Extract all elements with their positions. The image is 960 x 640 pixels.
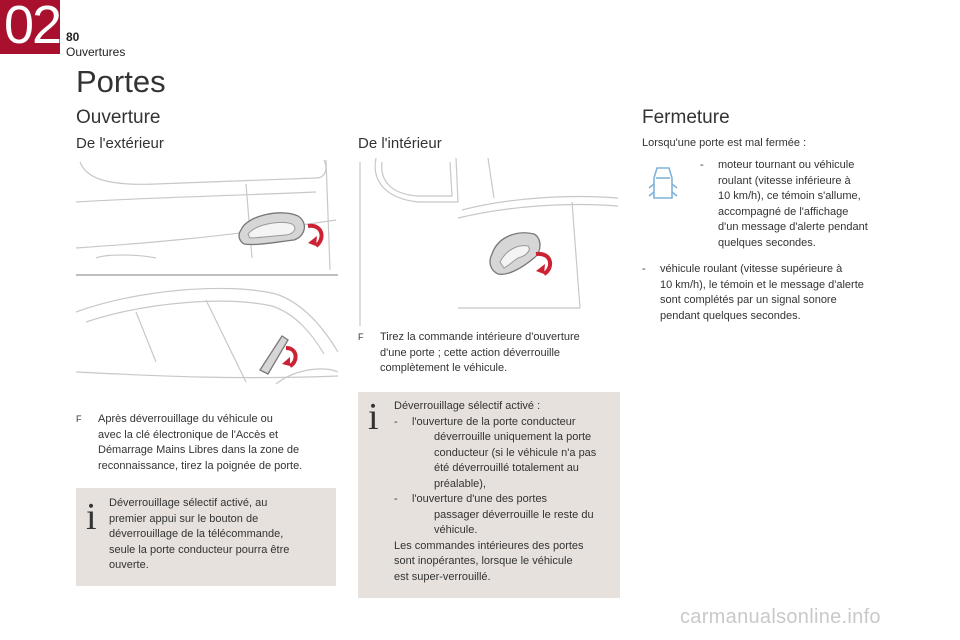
interieur-heading: De l'intérieur: [358, 135, 442, 152]
info-outro-line-1: Les commandes intérieures des portes: [394, 539, 584, 552]
bullet-marker: F: [76, 414, 82, 424]
info-item1-line-3: conducteur (si le véhicule n'a pas: [434, 446, 597, 459]
info-line-3: déverrouillage de la télécommande,: [109, 528, 284, 540]
interior-handle-illustration: [358, 158, 620, 326]
fermeture-item2-line-4: pendant quelques secondes.: [660, 309, 801, 322]
interieur-info-text: Déverrouillage sélectif activé : - l'ouverture de la porte conducteur déverrouille uniquement la porte conducteur (si le véhicule n'a pas été déverrouillé totalement au préalable), - l'ouverture d'une des portes passager déverrouille le reste du véhicule. Les commandes intérieures des portes sont inopérantes, lorsque le véhicule est super-verrouillé.: [394, 399, 616, 585]
info-item1-line-4: été déverrouillé totalement au: [434, 462, 579, 474]
section-name: Ouvertures: [66, 45, 126, 59]
info-icon: i: [86, 496, 97, 538]
interieur-line-1: Tirez la commande intérieure d'ouverture: [380, 331, 580, 343]
info-line-4: seule la porte conducteur pourra être: [109, 543, 290, 556]
interieur-instruction: [358, 330, 620, 377]
exterieur-heading: De l'extérieur: [76, 135, 164, 152]
info-item1-line-2: déverrouille uniquement la porte: [434, 431, 592, 443]
chapter-tab: [0, 0, 60, 54]
fermeture-item-2: [642, 262, 912, 324]
exterieur-line-1: Après déverrouillage du véhicule ou: [98, 413, 273, 425]
info-item2-line-3: véhicule.: [434, 524, 478, 536]
fermeture-item1-line-1: moteur tournant ou véhicule: [718, 159, 855, 171]
interieur-line-2: d'une porte ; cette action déverrouille: [380, 346, 561, 359]
fermeture-item1-line-2: roulant (vitesse inférieure à: [718, 174, 851, 187]
info-line-1: Déverrouillage sélectif activé, au: [109, 497, 268, 509]
exterieur-info-text: [109, 496, 329, 574]
exterieur-line-2: avec la clé électronique de l'Accès et: [98, 428, 279, 441]
info-item1-line-5: préalable),: [434, 477, 486, 490]
bullet-marker: F: [358, 332, 364, 342]
info-item2-line-2: passager déverrouille le reste du: [434, 508, 594, 521]
info-line-2: premier appui sur le bouton de: [109, 512, 259, 525]
interieur-line-3: complètement le véhicule.: [380, 362, 508, 374]
fermeture-item1-line-6: quelques secondes.: [718, 236, 816, 249]
info-item1-line-1: l'ouverture de la porte conducteur: [412, 415, 576, 428]
watermark: carmanualsonline.info: [680, 606, 881, 628]
fermeture-item-1: [700, 158, 910, 251]
info-item2-line-1: l'ouverture d'une des portes: [412, 493, 548, 505]
exterieur-info-box: [76, 488, 336, 586]
fermeture-item2-line-3: sont complétés par un signal sonore: [660, 294, 837, 306]
ouverture-heading: Ouverture: [76, 107, 161, 128]
exterieur-instruction: [76, 412, 338, 474]
door-open-warning-icon: [648, 164, 678, 204]
fermeture-item1-line-3: 10 km/h), ce témoin s'allume,: [718, 190, 861, 202]
rear-handle-illustration: [76, 282, 338, 390]
fermeture-item1-line-4: accompagné de l'affichage: [718, 205, 849, 218]
exterieur-line-3: Démarrage Mains Libres dans la zone de: [98, 444, 300, 456]
info-icon: i: [368, 396, 379, 438]
info-outro-line-2: sont inopérantes, lorsque le véhicule: [394, 555, 573, 567]
chapter-number: 02: [4, 0, 61, 55]
fermeture-item2-line-2: 10 km/h), le témoin et le message d'alerte: [660, 278, 864, 291]
info-outro-line-3: est super-verrouillé.: [394, 570, 491, 583]
info-line-5: ouverte.: [109, 559, 149, 571]
page-number: 80: [66, 30, 80, 44]
dash-marker: -: [700, 159, 704, 171]
fermeture-item1-line-5: d'un message d'alerte pendant: [718, 221, 868, 233]
interieur-info-box: [358, 392, 620, 598]
exterior-handle-illustration: [76, 158, 338, 276]
fermeture-intro: Lorsqu'une porte est mal fermée :: [642, 137, 807, 149]
fermeture-item2-line-1: véhicule roulant (vitesse supérieure à: [660, 263, 843, 275]
page-title: Portes: [76, 64, 166, 99]
fermeture-heading: Fermeture: [642, 107, 730, 128]
dash-marker: -: [642, 263, 646, 275]
exterieur-line-4: reconnaissance, tirez la poignée de porte.: [98, 459, 303, 472]
info-intro: Déverrouillage sélectif activé :: [394, 400, 541, 412]
